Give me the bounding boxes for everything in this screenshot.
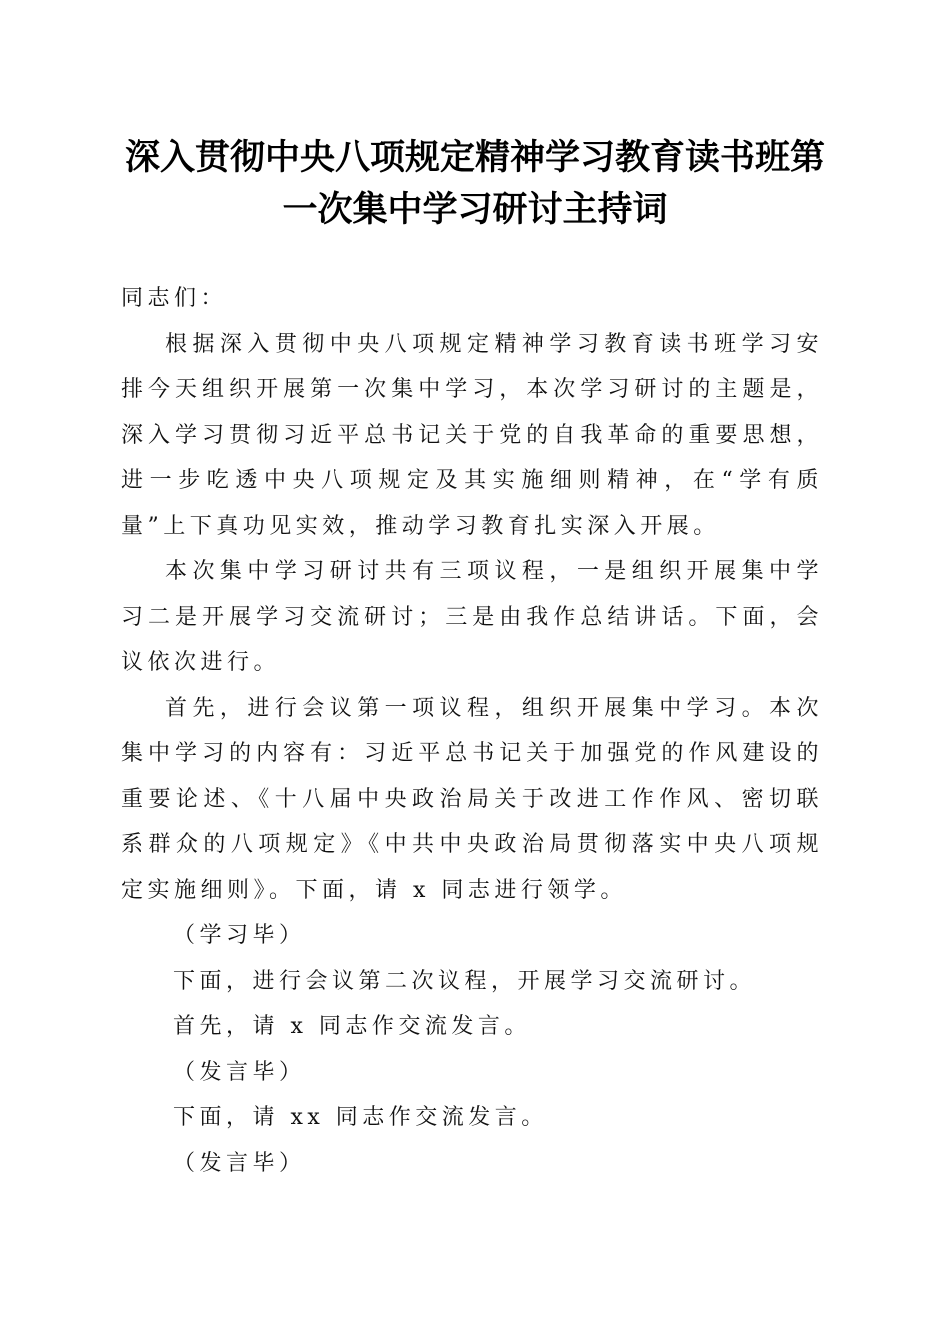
paragraph-agenda: 本次集中学习研讨共有三项议程，一是组织开展集中学习二是开展学习交流研讨；三是由我作总结讲话。下面，会议依次进行。 [121, 559, 823, 675]
paragraph-first-item: 首先，进行会议第一项议程，组织开展集中学习。本次集中学习的内容有：习近平总书记关于加强党的作风建设的重要论述、《十八届中央政治局关于改进工作作风、密切联系群众的八项规定》《中共中央政治局贯彻落实中央八项规定实施细则》。下面，请 x 同志进行领学。 [121, 695, 823, 903]
document-body [121, 276, 823, 1186]
salutation: 同志们： [121, 286, 228, 311]
paragraph-theme: 根据深入贯彻中央八项规定精神学习教育读书班学习安排今天组织开展第一次集中学习，本次学习研讨的主题是，深入学习贯彻习近平总书记关于党的自我革命的重要思想，进一步吃透中央八项规定及其实施细则精神，在“学有质量”上下真功见实效，推动学习教育扎实深入开展。 [121, 331, 823, 539]
title-line-1: 深入贯彻中央八项规定精神学习教育读书班第 [124, 137, 825, 178]
note-study-done: （学习毕） [173, 923, 306, 948]
note-speech-done-1: （发言毕） [173, 1059, 306, 1085]
title-line-2: 一次集中学习研讨主持词 [282, 189, 668, 230]
line-first-speaker: 首先，请 x 同志作交流发言。 [173, 1014, 531, 1039]
line-second-agenda: 下面，进行会议第二次议程，开展学习交流研讨。 [173, 968, 757, 994]
document-title [110, 132, 840, 236]
line-next-speaker: 下面，请 xx 同志作交流发言。 [173, 1105, 548, 1130]
note-speech-done-2: （发言毕） [173, 1150, 306, 1176]
